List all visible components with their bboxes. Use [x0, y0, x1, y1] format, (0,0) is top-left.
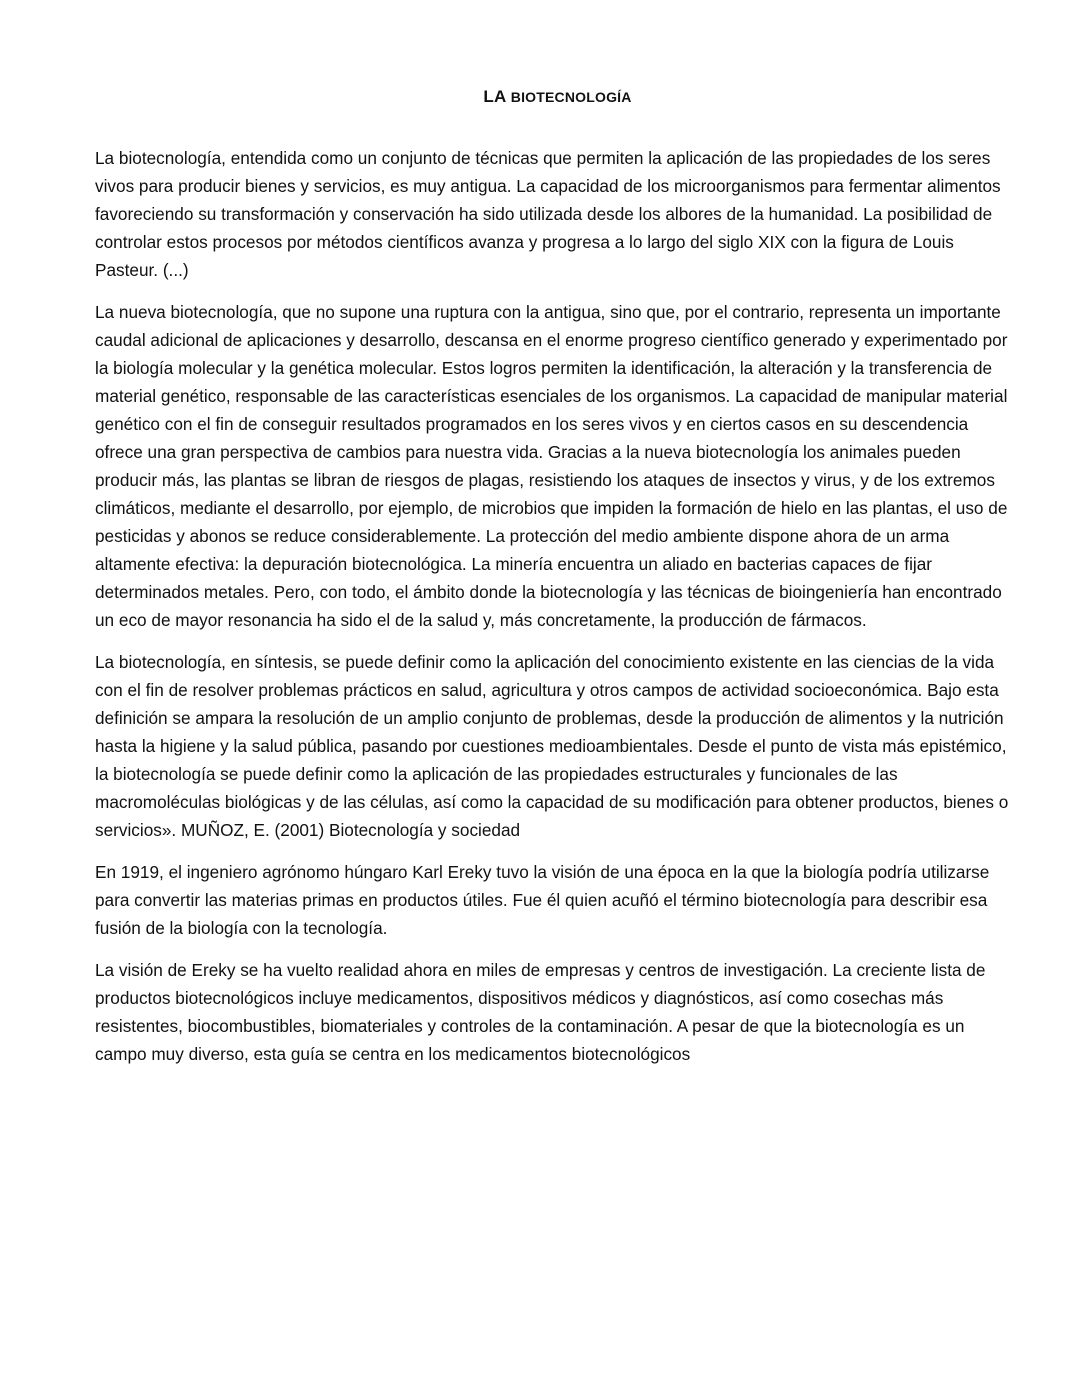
document-title — [95, 86, 1020, 108]
paragraph-4: En 1919, el ingeniero agrónomo húngaro Karl Ereky tuvo la visión de una época en la que la biología podría utilizarse para convertir las materias primas en productos útiles. Fue él quien acuñó el término biotecnología para describir esa fusión de la biología con la tecnología. — [95, 862, 990, 938]
paragraph-2: La nueva biotecnología, que no supone una ruptura con la antigua, sino que, por el contrario, representa un importante caudal adicional de aplicaciones y desarrollo, descansa en el enorme progreso científico generado y experimentado por la biología molecular y la genética molecular. Estos logros permiten la identificación, la alteración y la transferencia de material genético, responsable de las características esenciales de los organismos. La capacidad de manipular material genético con el fin de conseguir resultados programados en los seres vivos y en ciertos casos en su descendencia ofrece una gran perspectiva de cambios para nuestra vida. Gracias a la nueva biotecnología los animales pueden producir más, las plantas se libran de riesgos de plagas, resistiendo los ataques de insectos y virus, y de los extremos climáticos, mediante el desarrollo, por ejemplo, de microbios que impiden la formación de hielo en las plantas, el uso de pesticidas y abonos se reduce considerablemente. La protección del medio ambiente dispone ahora de un arma altamente efectiva: la depuración biotecnológica. La minería encuentra un aliado en bacterias capaces de fijar determinados metales. Pero, con todo, el ámbito donde la biotecnología y las técnicas de bioingeniería han encontrado un eco de mayor resonancia ha sido el de la salud y, más concretamente, la producción de fármacos. — [95, 302, 1008, 630]
paragraph-5: La visión de Ereky se ha vuelto realidad ahora en miles de empresas y centros de investigación. La creciente lista de productos biotecnológicos incluye medicamentos, dispositivos médicos y diagnósticos, así como cosechas más resistentes, biocombustibles, biomateriales y controles de la contaminación. A pesar de que la biotecnología es un campo muy diverso, esta guía se centra en los medicamentos biotecnológicos — [95, 960, 986, 1064]
title-lead: LA — [483, 87, 506, 106]
paragraph-3: La biotecnología, en síntesis, se puede definir como la aplicación del conocimiento existente en las ciencias de la vida con el fin de resolver problemas prácticos en salud, agricultura y otros campos de actividad socioeconómica. Bajo esta definición se ampara la resolución de un amplio conjunto de problemas, desde la producción de alimentos y la nutrición hasta la higiene y la salud pública, pasando por cuestiones medioambientales. Desde el punto de vista más epistémico, la biotecnología se puede definir como la aplicación de las propiedades estructurales y funcionales de las macromoléculas biológicas y de las células, así como la capacidad de su modificación para obtener productos, bienes o servicios». MUÑOZ, E. (2001) Biotecnología y sociedad — [95, 652, 1009, 840]
title-rest: BIOTECNOLOGÍA — [510, 89, 632, 105]
paragraph-1: La biotecnología, entendida como un conjunto de técnicas que permiten la aplicación de las propiedades de los seres vivos para producir bienes y servicios, es muy antigua. La capacidad de los microorganismos para fermentar alimentos favoreciendo su transformación y conservación ha sido utilizada desde los albores de la humanidad. La posibilidad de controlar estos procesos por métodos científicos avanza y progresa a lo largo del siglo XIX con la figura de Louis Pasteur. (...) — [95, 148, 1001, 280]
document-page — [95, 86, 1020, 1082]
